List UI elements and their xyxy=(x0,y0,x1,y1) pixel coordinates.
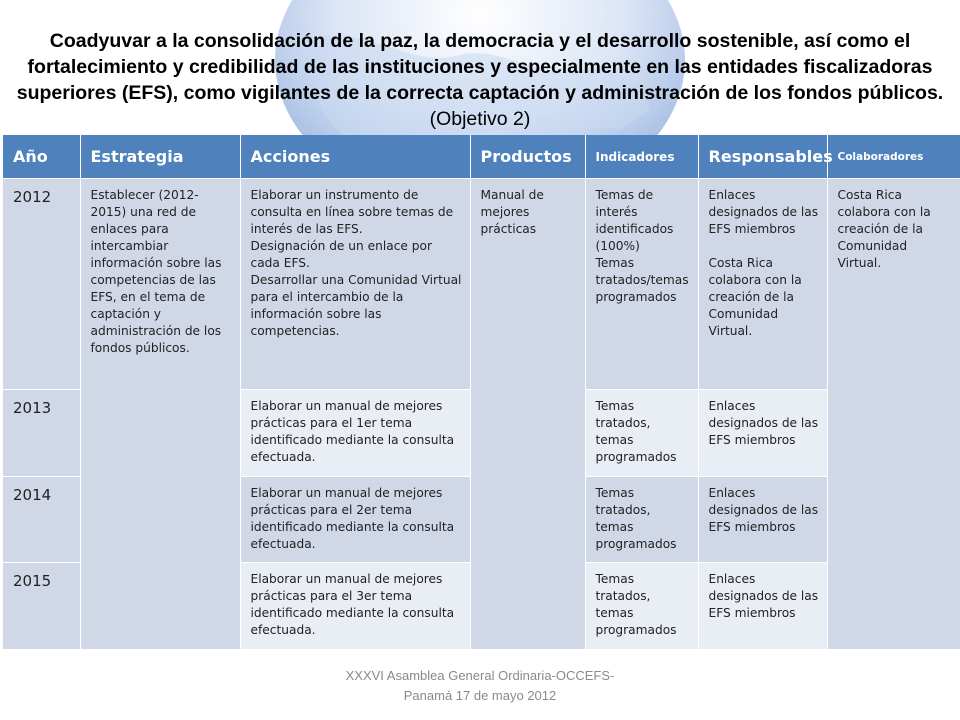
header-responsible: Responsables xyxy=(698,135,827,179)
slide-title xyxy=(0,28,960,132)
collaborators-cell: Costa Rica colabora con la creación de la Comunidad Virtual. xyxy=(827,179,960,649)
indicators-cell: Temas de interés identificados (100%) Temas tratados/temas programados xyxy=(585,179,698,390)
title-text: Coadyuvar a la consolidación de la paz, la democracia y el desarrollo sostenible, así como el fortalecimiento y credibilidad de las instituciones y especialmente en las entidades fiscalizadoras superiores (EFS), como vigilantes de la correcta captación y administración de los fondos públicos. xyxy=(16,30,944,104)
responsible-cell: Enlaces designados de las EFS miembros xyxy=(698,563,827,649)
header-products: Productos xyxy=(470,135,585,179)
strategy-cell: Establecer (2012-2015) una red de enlaces para intercambiar información sobre las competencias de las EFS, en el tema de captación y administración de los fondos públicos. xyxy=(80,179,240,649)
footer-line-2: Panamá 17 de mayo 2012 xyxy=(403,688,557,703)
slide-footer xyxy=(310,666,650,706)
header-strategy: Estrategia xyxy=(80,135,240,179)
responsible-cell: Enlaces designados de las EFS miembros xyxy=(698,477,827,563)
indicators-cell: Temas tratados, temas programados xyxy=(585,477,698,563)
year-cell: 2013 xyxy=(3,390,80,477)
responsible-cell: Enlaces designados de las EFS miembros Costa Rica colabora con la creación de la Comunidad Virtual. xyxy=(698,179,827,390)
footer-line-1: XXXVI Asamblea General Ordinaria-OCCEFS- xyxy=(345,668,615,683)
year-cell: 2012 xyxy=(3,179,80,390)
objective-label: (Objetivo 2) xyxy=(429,108,531,130)
table-row xyxy=(3,179,960,390)
products-cell: Manual de mejores prácticas xyxy=(470,179,585,649)
header-collaborators: Colaboradores xyxy=(827,135,960,179)
year-cell: 2014 xyxy=(3,477,80,563)
header-row xyxy=(3,135,960,179)
indicators-cell: Temas tratados, temas programados xyxy=(585,390,698,477)
header-year: Año xyxy=(3,135,80,179)
responsible-cell: Enlaces designados de las EFS miembros xyxy=(698,390,827,477)
plan-table xyxy=(3,135,960,649)
actions-cell: Elaborar un instrumento de consulta en línea sobre temas de interés de las EFS. Designación de un enlace por cada EFS. Desarrollar una Comunidad Virtual para el intercambio de la información sobre las competencias. xyxy=(240,179,470,390)
actions-cell: Elaborar un manual de mejores prácticas para el 2er tema identificado mediante la consulta efectuada. xyxy=(240,477,470,563)
actions-cell: Elaborar un manual de mejores prácticas para el 3er tema identificado mediante la consulta efectuada. xyxy=(240,563,470,649)
year-cell: 2015 xyxy=(3,563,80,649)
header-actions: Acciones xyxy=(240,135,470,179)
indicators-cell: Temas tratados, temas programados xyxy=(585,563,698,649)
header-indicators: Indicadores xyxy=(585,135,698,179)
actions-cell: Elaborar un manual de mejores prácticas para el 1er tema identificado mediante la consulta efectuada. xyxy=(240,390,470,477)
